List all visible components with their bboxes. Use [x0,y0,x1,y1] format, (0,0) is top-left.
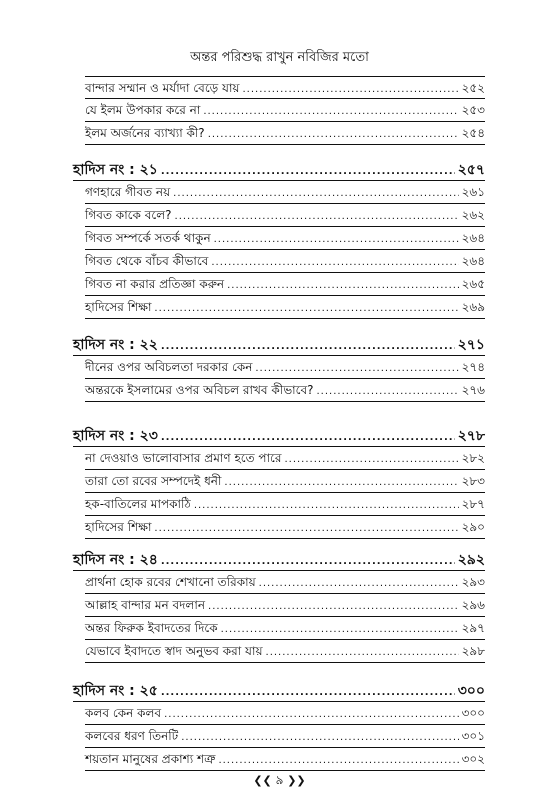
toc-section [73,424,485,539]
toc-entry-label: গিবত কাকে বলে? [85,208,172,222]
leader-dots [284,454,458,465]
toc-section-heading [73,548,485,571]
toc-section [73,158,485,319]
toc-entry [85,617,485,640]
leader-dots [266,647,459,658]
toc-entry [85,204,485,227]
toc-entry-label: প্রার্থনা হোক রবের শেখানো তরিকায় [85,575,256,589]
toc-entry-page: ২৬৪ [461,231,485,245]
toc-entry-page: ৩০১ [461,729,485,743]
toc-entry [85,594,485,617]
toc-section-heading [73,424,485,447]
leader-dots [221,624,459,635]
section-heading-page: ৩০০ [457,683,485,699]
toc-entry [85,748,485,771]
section-heading-page: ২৯২ [457,552,485,568]
toc-entry-page: ২৮৩ [461,474,485,488]
toc-entry [85,99,485,122]
toc-entry [85,516,485,539]
leader-dots [154,303,458,314]
toc-entry [85,379,485,402]
toc-entry-page: ২৮২ [461,451,485,465]
toc-entry-page: ২৯০ [461,520,485,534]
toc-section [73,333,485,402]
leader-dots [208,601,459,612]
toc-entry [85,356,485,379]
toc-entry [85,493,485,516]
toc-entry-label: কলবের ধরণ তিনটি [85,729,179,743]
section-heading-label: হাদিস নং : ২১ [73,162,158,178]
toc-entry-page: ৩০২ [461,752,485,766]
toc-entry-label: শয়তান মানুষের প্রকাশ্য শত্রু [85,752,216,766]
leader-dots [255,363,458,374]
toc-entry-label: গিবত সম্পর্কে সতর্ক থাকুন [85,231,211,245]
leader-dots [161,341,455,352]
toc-entry [85,447,485,470]
leader-dots [161,687,455,698]
toc-entry-page: ২৫৩ [461,103,485,117]
toc-entry-page: ২৫২ [461,81,485,95]
leader-dots [161,432,455,443]
toc-entry-label: গিবত থেকে বাঁচব কীভাবে [85,254,209,268]
leader-dots [161,166,455,177]
section-heading-page: ২৭১ [457,337,485,353]
leader-dots [243,84,459,95]
toc-entry [85,725,485,748]
toc-entry [85,250,485,273]
toc-entry-label: না দেওয়াও ভালোবাসার প্রমাণ হতে পারে [85,451,282,465]
leader-dots [194,500,459,511]
toc-entry-page: ২৯৩ [461,575,485,589]
toc-section-heading [73,158,485,181]
page-number-value: ৯ [275,773,284,787]
leader-dots [164,709,458,720]
leader-dots [175,211,459,222]
leader-dots [259,578,459,589]
leader-dots [224,477,458,488]
toc-entry-page: ২৫৪ [461,126,485,140]
toc-entry [85,640,485,663]
toc-entry-label: গিবত না করার প্রতিজ্ঞা করুন [85,277,225,291]
section-heading-label: হাদিস নং : ২৪ [73,552,158,568]
leader-dots [317,386,459,397]
toc-entry [85,227,485,250]
toc-entry-page: ২৬৯ [461,300,485,314]
toc-entry-page: ২৭৬ [461,383,485,397]
toc-entry-label: গণহারে গীবত নয় [85,185,171,199]
toc-entry-label: হক-বাতিলের মাপকাঠি [85,497,191,511]
toc-entry-label: ইলম অর্জনের ব্যাখ্যা কী? [85,126,205,140]
section-heading-page: ২৫৭ [457,162,485,178]
toc-entry-page: ২৬১ [461,185,485,199]
toc-entry-label: যে ইলম উপকার করে না [85,103,201,117]
leader-dots [211,257,458,268]
running-head: অন্তর পরিশুদ্ধ রাখুন নবিজির মতো [190,50,369,65]
toc-entry-page: ২৯৭ [461,621,485,635]
leader-dots [161,556,455,567]
toc-entry-label: দীনের ওপর অবিচলতা দরকার কেন [85,360,253,374]
toc-section-heading [73,679,485,702]
toc-entry-page: ২৭৪ [461,360,485,374]
leader-dots [173,188,458,199]
leader-dots [203,106,458,117]
toc-entry [85,470,485,493]
toc-section [73,548,485,663]
leader-dots [154,523,458,534]
toc-section [73,679,485,771]
toc-entry [85,181,485,204]
toc-section-heading [73,333,485,356]
ornament-left-icon: ❮❮ [253,774,272,787]
section-heading-label: হাদিস নং : ২২ [73,337,158,353]
section-heading-page: ২৭৮ [457,428,485,444]
toc-entry [85,76,485,99]
page-number [0,772,559,792]
toc-entry [85,702,485,725]
toc-entry-page: ৩০০ [461,706,485,720]
toc-entry-label: তারা তো রবের সম্পদেই ধনী [85,474,222,488]
toc-entry-label: আল্লাহ বান্দার মন বদলান [85,598,206,612]
leader-dots [227,280,459,291]
leader-dots [214,234,459,245]
toc-entry-page: ২৬৪ [461,254,485,268]
section-heading-label: হাদিস নং : ২৩ [73,428,158,444]
leader-dots [218,755,458,766]
toc-entry [85,273,485,296]
toc-section [73,76,485,145]
toc-entry-label: যেভাবে ইবাদতে স্বাদ অনুভব করা যায় [85,644,263,658]
toc-entry-page: ২৮৭ [461,497,485,511]
toc-entry [85,571,485,594]
toc-entry [85,296,485,319]
toc-entry-label: হাদিসের শিক্ষা [85,300,152,314]
leader-dots [181,732,458,743]
toc-entry-label: অন্তরকে ইসলামের ওপর অবিচল রাখব কীভাবে? [85,383,314,397]
toc-entry-label: কলব কেন কলব [85,706,162,720]
toc-entry-label: অন্তর ফিরুক ইবাদতের দিকে [85,621,218,635]
toc-entry-label: হাদিসের শিক্ষা [85,520,152,534]
ornament-right-icon: ❯❯ [287,774,306,787]
toc-entry [85,122,485,145]
leader-dots [208,129,459,140]
toc-entry-label: বান্দার সম্মান ও মর্যাদা বেড়ে যায় [85,81,240,95]
section-heading-label: হাদিস নং : ২৫ [73,683,158,699]
toc-entry-page: ২৯৮ [461,644,485,658]
toc-entry-page: ২৯৬ [461,598,485,612]
toc-entry-page: ২৬২ [461,208,485,222]
toc-entry-page: ২৬৫ [461,277,485,291]
